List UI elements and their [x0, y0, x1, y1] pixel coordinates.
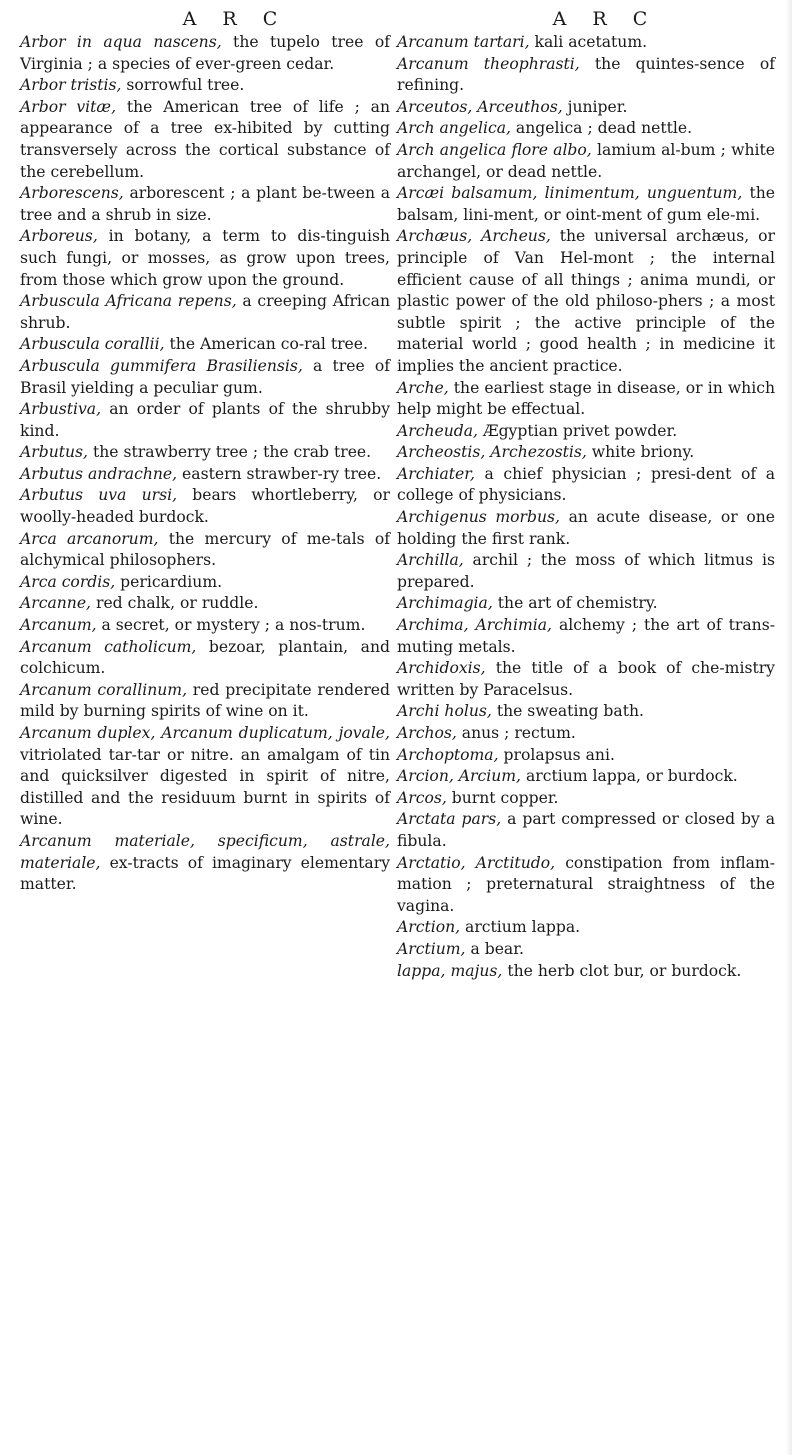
dictionary-entry	[397, 853, 775, 918]
entry-headword: Arcanum materiale, specificum, astrale, materiale,	[20, 831, 390, 872]
entry-headword: Arborescens,	[20, 184, 124, 203]
entry-definition: in botany, a term to dis-tinguish such fungi, or mosses, as grow upon trees, from those which grow upon the ground.	[20, 227, 390, 289]
entry-definition: archil ; the moss of which litmus is prepared.	[397, 551, 775, 591]
entry-headword: Arceutos, Arceuthos,	[397, 97, 563, 116]
dictionary-entry	[397, 917, 775, 939]
dictionary-entry	[397, 442, 775, 464]
entry-definition: eastern strawber-ry tree.	[177, 464, 382, 483]
entry-definition: the herb clot bur, or burdock.	[502, 961, 742, 980]
entry-definition: the art of chemistry.	[492, 594, 658, 613]
entry-definition: prolapsus ani.	[498, 745, 615, 764]
dictionary-entry	[20, 723, 390, 831]
dictionary-entry	[20, 680, 390, 723]
entry-definition: a part compressed or closed by a fibula.	[397, 810, 775, 850]
entry-headword: Archidoxis,	[397, 659, 486, 678]
entry-headword: Arbutus,	[20, 443, 89, 462]
entry-headword: Arcion, Arcium,	[397, 767, 522, 786]
dictionary-entry	[20, 399, 390, 442]
dictionary-entry	[397, 32, 775, 54]
dictionary-entry	[397, 226, 775, 377]
entry-headword: Archoptoma,	[397, 745, 499, 764]
entry-headword: Arca cordis,	[20, 572, 116, 591]
dictionary-entry	[20, 593, 390, 615]
entry-definition: bezoar, plantain, and colchicum.	[20, 637, 390, 678]
entry-headword: Archi holus,	[397, 702, 492, 721]
entry-definition: angelica ; dead nettle.	[510, 119, 693, 138]
entry-definition: a chief physician ; presi-dent of a college of physicians.	[397, 464, 775, 505]
dictionary-entry	[20, 32, 390, 75]
dictionary-entry	[397, 140, 775, 183]
entry-definition: Ægyptian privet powder.	[478, 421, 678, 440]
left-column	[20, 32, 390, 896]
entry-definition: a creeping African shrub.	[20, 292, 390, 332]
entry-definition: the sweating bath.	[491, 702, 644, 721]
entry-headword: lappa, majus,	[397, 961, 503, 980]
entry-definition: the mercury of me-tals of alchymical philosophers.	[20, 529, 390, 570]
entry-definition: arborescent ; a plant be-tween a tree and a shrub in size.	[20, 184, 390, 224]
entry-headword: Arctium,	[397, 939, 466, 958]
dictionary-entry	[397, 723, 775, 745]
dictionary-entry	[20, 75, 390, 97]
entry-definition: the title of a book of che-mistry written by Paracelsus.	[397, 659, 775, 699]
entry-definition: white briony.	[586, 443, 695, 462]
entry-definition: the balsam, lini-ment, or oint-ment of gum ele-mi.	[397, 184, 776, 224]
dictionary-entry	[397, 118, 775, 140]
running-head-right: A R C	[552, 8, 658, 30]
entry-headword: Arctata pars,	[397, 810, 502, 829]
entry-headword: Archos,	[397, 724, 457, 742]
dictionary-entry	[397, 54, 775, 97]
entry-headword: Arcanum corallinum,	[20, 680, 188, 699]
dictionary-entry	[397, 507, 775, 550]
right-column	[397, 32, 775, 982]
entry-headword: Arbutus uva ursi,	[20, 486, 178, 505]
entry-headword: Archigenus morbus,	[397, 508, 560, 527]
entry-headword: Archilla,	[397, 551, 464, 570]
dictionary-entry	[20, 464, 390, 486]
entry-headword: Arch angelica flore albo,	[397, 140, 592, 159]
entry-definition: arctium lappa, or burdock.	[521, 767, 738, 786]
dictionary-entry	[397, 961, 775, 983]
dictionary-entry	[20, 529, 390, 572]
entry-definition: the American tree of life ; an appearance of a tree ex-hibited by cutting transversely across the cortical substance of the cerebellum.	[20, 97, 390, 181]
entry-definition: an acute disease, or one holding the first rank.	[397, 508, 775, 548]
entry-headword: Arcanne,	[20, 594, 92, 613]
dictionary-entry	[20, 291, 390, 334]
entry-headword: Archeuda,	[397, 421, 478, 440]
entry-headword: Arch angelica,	[397, 119, 511, 138]
dictionary-entry	[20, 572, 390, 594]
entry-headword: Arbuscula gummifera Brasiliensis,	[20, 356, 303, 375]
entry-headword: Arbuscula Africana repens,	[20, 292, 237, 311]
entry-definition: kali acetatum.	[529, 33, 648, 51]
entry-headword: Arcanum theophrasti,	[397, 54, 580, 73]
dictionary-entry	[20, 615, 390, 637]
entry-headword: Archeostis, Archezostis,	[397, 443, 587, 462]
entry-definition: ex-tracts of imaginary elementary matter.	[20, 853, 390, 894]
entry-definition: the American co-ral tree.	[164, 335, 368, 354]
dictionary-entry	[397, 745, 775, 767]
entry-headword: Arbor vitæ,	[20, 97, 117, 116]
entry-headword: Arboreus,	[20, 227, 98, 246]
entry-definition: the strawberry tree ; the crab tree.	[88, 443, 372, 462]
entry-headword: Archima, Archimia,	[397, 616, 552, 635]
entry-headword: Arcanum tartari,	[397, 33, 530, 51]
entry-definition: alchemy ; the art of trans-muting metals.	[397, 616, 775, 656]
dictionary-entry	[397, 788, 775, 810]
entry-headword: Arcanum catholicum,	[20, 637, 197, 656]
entry-definition: the quintes-sence of refining.	[397, 54, 775, 95]
dictionary-entry	[397, 421, 775, 443]
running-head-left: A R C	[182, 8, 288, 30]
dictionary-entry	[397, 593, 775, 615]
page-edge-shadow	[786, 0, 792, 1455]
entry-definition: lamium al-bum ; white archangel, or dead nettle.	[397, 140, 775, 181]
entry-definition: the universal archæus, or principle of Van Hel-mont ; the internal efficient cause of all things ; anima mundi, or plastic power of the old philoso-phers ; a most subtle spirit ; the active principle of the material world ; good health ; in medicine it implies the ancient practice.	[397, 227, 775, 375]
entry-definition: anus ; rectum.	[456, 724, 576, 742]
entry-definition: red chalk, or ruddle.	[91, 594, 259, 613]
entry-headword: Arcæi balsamum, linimentum, unguentum,	[397, 184, 743, 203]
dictionary-entry	[20, 334, 390, 356]
dictionary-entry	[397, 464, 775, 507]
dictionary-entry	[397, 658, 775, 701]
dictionary-entry	[20, 485, 390, 528]
entry-headword: Archiater,	[397, 464, 475, 483]
entry-definition: bears whortleberry, or woolly-headed burdock.	[20, 486, 390, 527]
dictionary-entry	[397, 183, 775, 226]
entry-headword: Archimagia,	[397, 594, 493, 613]
entry-definition: the tupelo tree of Virginia ; a species of ever-green cedar.	[20, 33, 390, 73]
entry-headword: Arca arcanorum,	[20, 529, 159, 548]
dictionary-entry	[397, 939, 775, 961]
entry-headword: Arbor tristis,	[20, 76, 122, 95]
dictionary-entry	[397, 766, 775, 788]
dictionary-entry	[20, 442, 390, 464]
dictionary-entry	[20, 831, 390, 896]
entry-headword: Arcanum,	[20, 616, 97, 635]
dictionary-entry	[397, 378, 775, 421]
dictionary-entry	[397, 615, 775, 658]
entry-definition: red precipitate rendered mild by burning spirits of wine on it.	[20, 680, 390, 721]
dictionary-entry	[20, 183, 390, 226]
dictionary-entry	[20, 97, 390, 183]
dictionary-entry	[20, 637, 390, 680]
entry-definition: arctium lappa.	[460, 918, 581, 937]
entry-definition: vitriolated tar-tar or nitre. an amalgam of tin and quicksilver digested in spirit of nitre, distilled and the residuum burnt in spirits of wine.	[20, 745, 390, 829]
entry-headword: Arbor in aqua nascens,	[20, 33, 222, 51]
entry-headword: Arcos,	[397, 788, 447, 807]
entry-headword: Archæus, Archeus,	[397, 227, 551, 246]
entry-headword: Arbuscula corallii,	[20, 335, 165, 354]
entry-definition: constipation from inflam-mation ; preternatural straightness of the vagina.	[397, 853, 775, 915]
entry-definition: juniper.	[562, 97, 628, 116]
entry-definition: sorrowful tree.	[121, 76, 245, 95]
entry-definition: a tree of Brasil yielding a peculiar gum.	[20, 356, 390, 397]
entry-definition: a bear.	[465, 939, 524, 958]
entry-headword: Arbustiva,	[20, 400, 102, 419]
entry-definition: pericardium.	[115, 572, 223, 591]
entry-headword: Arcanum duplex, Arcanum duplicatum, jovale,	[20, 724, 390, 742]
entry-definition: the earliest stage in disease, or in which help might be effectual.	[397, 378, 775, 419]
dictionary-entry	[397, 809, 775, 852]
entry-headword: Arbutus andrachne,	[20, 464, 178, 483]
dictionary-entry	[20, 356, 390, 399]
entry-headword: Arction,	[397, 918, 461, 937]
dictionary-entry	[397, 550, 775, 593]
entry-definition: an order of plants of the shrubby kind.	[20, 400, 390, 440]
dictionary-entry	[397, 701, 775, 723]
dictionary-entry	[397, 97, 775, 119]
entry-headword: Arctatio, Arctitudo,	[397, 853, 556, 872]
dictionary-entry	[20, 226, 390, 291]
entry-definition: a secret, or mystery ; a nos-trum.	[96, 616, 366, 635]
entry-definition: burnt copper.	[446, 788, 559, 807]
entry-headword: Arche,	[397, 378, 449, 397]
